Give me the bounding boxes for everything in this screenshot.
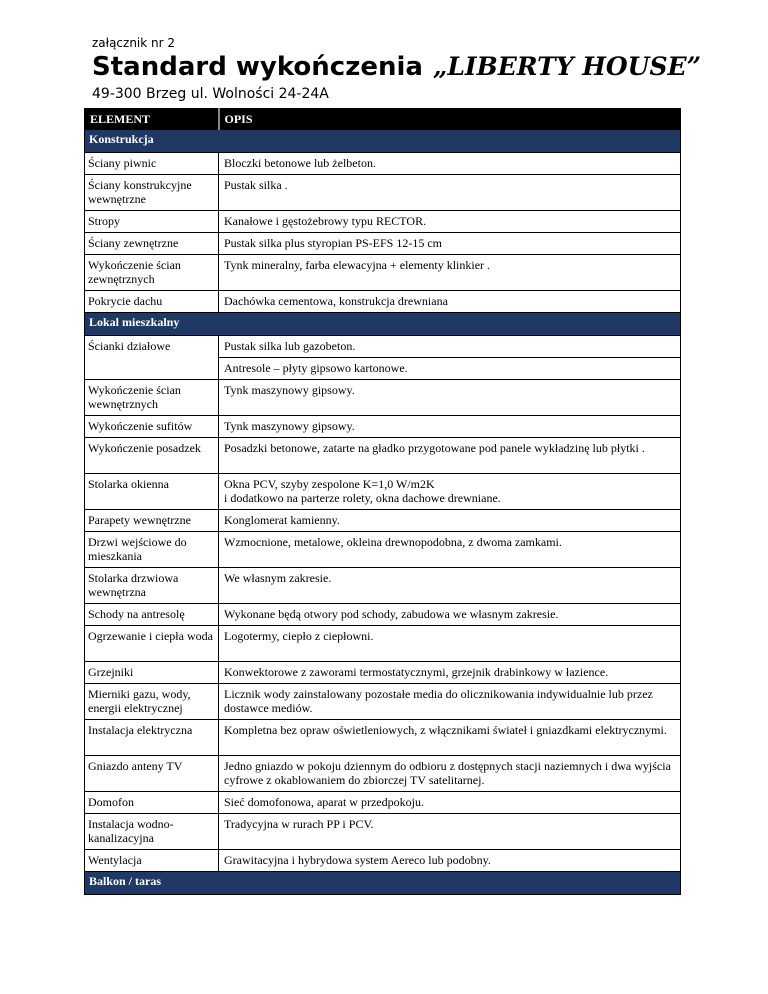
- table-row: [85, 380, 681, 416]
- element-cell: [85, 358, 219, 380]
- description-cell: Pustak silka .: [219, 175, 681, 211]
- element-cell: Ściany konstrukcyjne wewnętrzne: [85, 175, 219, 211]
- description-cell: Tynk mineralny, farba elewacyjna + elementy klinkier .: [219, 255, 681, 291]
- address-line: 49-300 Brzeg ul. Wolności 24-24A: [92, 86, 329, 102]
- table-row: [85, 604, 681, 626]
- table-header-row: [85, 109, 681, 130]
- description-cell: Jedno gniazdo w pokoju dziennym do odbioru z dostępnych stacji naziemnych i dwa wyjścia cyfrowe z okablowaniem do zbiorczej TV satelitarnej.: [219, 756, 681, 792]
- description-cell: Tynk maszynowy gipsowy.: [219, 380, 681, 416]
- table-row: [85, 416, 681, 438]
- table-row: [85, 175, 681, 211]
- table-row: [85, 568, 681, 604]
- element-cell: Domofon: [85, 792, 219, 814]
- element-cell: Stolarka drzwiowa wewnętrzna: [85, 568, 219, 604]
- element-cell: Parapety wewnętrzne: [85, 510, 219, 532]
- description-cell: Wzmocnione, metalowe, okleina drewnopodobna, z dwoma zamkami.: [219, 532, 681, 568]
- description-cell: Okna PCV, szyby zespolone K=1,0 W/m2K i dodatkowo na parterze rolety, okna dachowe drewniane.: [219, 474, 681, 510]
- element-cell: Ściany piwnic: [85, 153, 219, 175]
- table-row: [85, 358, 681, 380]
- element-cell: Drzwi wejściowe do mieszkania: [85, 532, 219, 568]
- description-cell: Sieć domofonowa, aparat w przedpokoju.: [219, 792, 681, 814]
- table-row: [85, 792, 681, 814]
- table-row: [85, 474, 681, 510]
- description-cell: Licznik wody zainstalowany pozostałe media do olicznikowania indywidualnie lub przez dostawce mediów.: [219, 684, 681, 720]
- element-cell: Schody na antresolę: [85, 604, 219, 626]
- table-row: [85, 684, 681, 720]
- element-cell: Wykończenie ścian wewnętrznych: [85, 380, 219, 416]
- element-cell: Pokrycie dachu: [85, 291, 219, 313]
- section-row: [85, 313, 681, 336]
- element-cell: Wykończenie sufitów: [85, 416, 219, 438]
- description-cell: Grawitacyjna i hybrydowa system Aereco lub podobny.: [219, 850, 681, 872]
- description-cell: Konwektorowe z zaworami termostatycznymi, grzejnik drabinkowy w łazience.: [219, 662, 681, 684]
- table-row: [85, 510, 681, 532]
- description-cell: Tradycyjna w rurach PP i PCV.: [219, 814, 681, 850]
- column-header-element: ELEMENT: [85, 109, 219, 130]
- description-cell: Dachówka cementowa, konstrukcja drewniana: [219, 291, 681, 313]
- element-cell: Instalacja elektryczna: [85, 720, 219, 756]
- description-cell: We własnym zakresie.: [219, 568, 681, 604]
- table-row: [85, 336, 681, 358]
- description-cell: Kanałowe i gęstożebrowy typu RECTOR.: [219, 211, 681, 233]
- table-body: [85, 130, 681, 895]
- table-row: [85, 756, 681, 792]
- attachment-label: załącznik nr 2: [92, 36, 176, 50]
- element-cell: Wentylacja: [85, 850, 219, 872]
- description-cell: Wykonane będą otwory pod schody, zabudowa we własnym zakresie.: [219, 604, 681, 626]
- table-row: [85, 233, 681, 255]
- description-cell: Posadzki betonowe, zatarte na gładko przygotowane pod panele wykładzinę lub płytki .: [219, 438, 681, 474]
- table-row: [85, 814, 681, 850]
- description-cell: Logotermy, ciepło z ciepłowni.: [219, 626, 681, 662]
- table-row: [85, 626, 681, 662]
- element-cell: Ogrzewanie i ciepła woda: [85, 626, 219, 662]
- table-row: [85, 720, 681, 756]
- element-cell: Stropy: [85, 211, 219, 233]
- description-cell: Antresole – płyty gipsowo kartonowe.: [219, 358, 681, 380]
- description-cell: Konglomerat kamienny.: [219, 510, 681, 532]
- description-cell: Pustak silka lub gazobeton.: [219, 336, 681, 358]
- element-cell: Gniazdo anteny TV: [85, 756, 219, 792]
- element-cell: Stolarka okienna: [85, 474, 219, 510]
- document-title: [92, 52, 701, 82]
- description-cell: Kompletna bez opraw oświetleniowych, z włącznikami świateł i gniazdkami elektrycznymi.: [219, 720, 681, 756]
- element-cell: Wykończenie ścian zewnętrznych: [85, 255, 219, 291]
- section-title: Konstrukcja: [85, 130, 681, 153]
- element-cell: Grzejniki: [85, 662, 219, 684]
- table-row: [85, 291, 681, 313]
- table-row: [85, 438, 681, 474]
- table-row: [85, 662, 681, 684]
- element-cell: Ścianki działowe: [85, 336, 219, 358]
- description-cell: Bloczki betonowe lub żelbeton.: [219, 153, 681, 175]
- element-cell: Mierniki gazu, wody, energii elektrycznej: [85, 684, 219, 720]
- description-cell: Pustak silka plus styropian PS-EFS 12-15 cm: [219, 233, 681, 255]
- table-row: [85, 850, 681, 872]
- table-row: [85, 153, 681, 175]
- column-header-opis: OPIS: [219, 109, 681, 130]
- title-brand: „LIBERTY HOUSE”: [432, 52, 701, 81]
- title-prefix: Standard wykończenia: [92, 52, 423, 82]
- table-row: [85, 211, 681, 233]
- section-row: [85, 872, 681, 895]
- section-title: Balkon / taras: [85, 872, 681, 895]
- element-cell: Wykończenie posadzek: [85, 438, 219, 474]
- specification-table: [84, 108, 681, 895]
- section-row: [85, 130, 681, 153]
- element-cell: Ściany zewnętrzne: [85, 233, 219, 255]
- section-title: Lokal mieszkalny: [85, 313, 681, 336]
- table-row: [85, 255, 681, 291]
- description-cell: Tynk maszynowy gipsowy.: [219, 416, 681, 438]
- table-row: [85, 532, 681, 568]
- element-cell: Instalacja wodno-kanalizacyjna: [85, 814, 219, 850]
